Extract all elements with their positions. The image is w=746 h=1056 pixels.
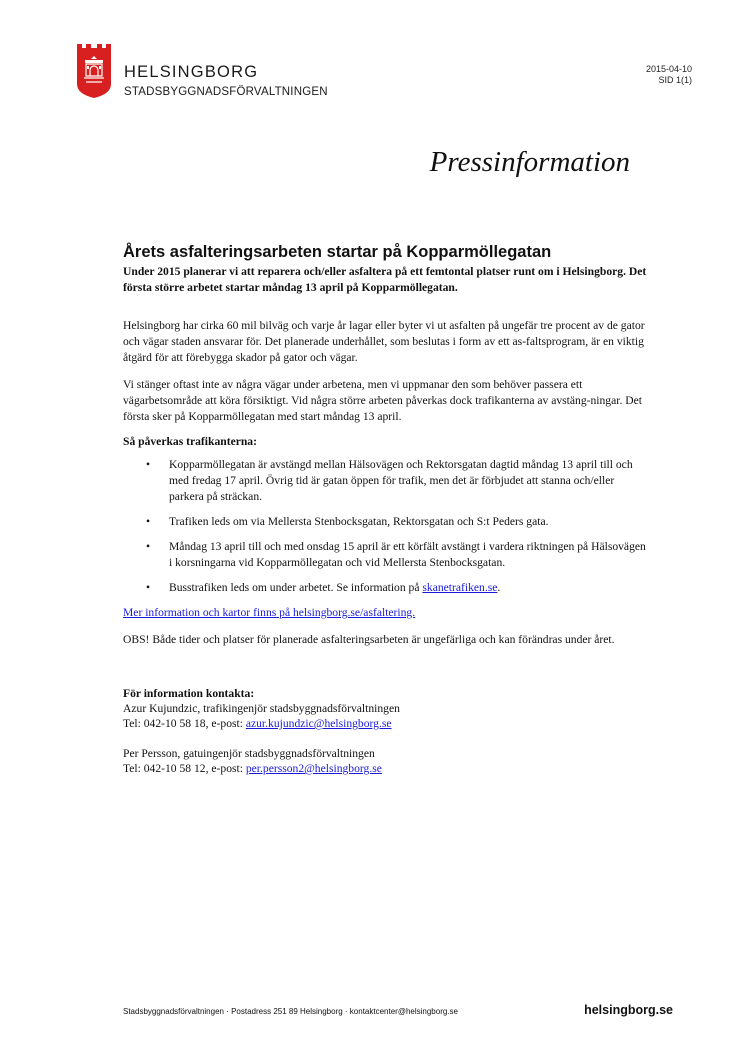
contact-person-1-tel (123, 716, 647, 731)
contact-person-1-tel-text: Tel: 042-10 58 18, e-post: (123, 717, 246, 730)
document-meta (646, 64, 692, 86)
document-date: 2015-04-10 (645, 64, 692, 74)
contact-person-2: Per Persson, gatuingenjör stadsbyggnadsförvaltningen (123, 747, 375, 760)
bullet-item-4 (123, 580, 647, 596)
more-info-link[interactable]: Mer information och kartor finns på helsingborg.se/asfaltering. (123, 606, 416, 619)
footer-address: Stadsbyggnadsförvaltningen · Postadress 251 89 Helsingborg · kontaktcenter@helsingborg.se (123, 1007, 458, 1016)
document-type: Pressinformation (429, 146, 630, 178)
skanetrafiken-link[interactable]: skanetrafiken.se (422, 581, 498, 594)
contact-person-1-email-link[interactable]: azur.kujundzic@helsingborg.se (245, 717, 392, 730)
article-headline: Årets asfalteringsarbeten startar på Kopparmöllegatan (123, 243, 552, 261)
org-department: STADSBYGGNADSFÖRVALTNINGEN (124, 86, 328, 98)
helsingborg-crest-icon (77, 44, 111, 98)
org-name: HELSINGBORG (124, 63, 259, 81)
contact-person-2-tel-text: Tel: 042-10 58 12, e-post: (123, 762, 246, 775)
traffic-bullet-list (123, 457, 647, 596)
bullet-item-1: • Kopparmöllegatan är avstängd mellan Hälsovägen och Rektorsgatan dagtid måndag 13 april till och med fredag 17 april. Övrig tid är gatan öppen för trafik, men det är förbjudet att stanna och/eller parkera på sträckan. (123, 457, 647, 505)
article-lead: Under 2015 planerar vi att reparera och/eller asfaltera på ett femtontal platser runt om i Helsingborg. Det första större arbetet startar måndag 13 april på Kopparmöllegatan. (123, 265, 647, 294)
article-body (123, 242, 647, 776)
note-paragraph: OBS! Både tider och platser för planerade asfalteringsarbeten är ungefärliga och kan förändras under året. (123, 633, 615, 646)
more-info-paragraph (123, 605, 647, 621)
paragraph-1: Helsingborg har cirka 60 mil bilväg och varje år lagar eller byter vi ut asfalten på ungefär tre procent av de gator och vägar staden ansvarar för. Det planerade underhållet, som beslutas i form av ett as-faltsprogram, är en viktig åtgärd för att förebygga skador på gator och vägar. (123, 319, 645, 364)
page-number: SID 1(1) (658, 75, 692, 85)
bullet-item-4-text: Busstrafiken leds om under arbetet. Se information på (169, 581, 423, 594)
contact-person-1: Azur Kujundzic, trafikingenjör stadsbyggnadsförvaltningen (123, 702, 400, 715)
contact-person-2-tel (123, 761, 647, 776)
contact-person-2-email-link[interactable]: per.persson2@helsingborg.se (245, 762, 382, 775)
contact-heading: För information kontakta: (123, 687, 255, 700)
bullet-item-2: • Trafiken leds om via Mellersta Stenbocksgatan, Rektorsgatan och S:t Peders gata. (123, 514, 647, 530)
traffic-subheading: Så påverkas trafikanterna: (123, 435, 257, 448)
bullet-item-3: • Måndag 13 april till och med onsdag 15 april är ett körfält avstängt i vardera riktningen på Hälsovägen i korsningarna vid Kopparmöllegatan och vid Mellersta Stenbocksgatan. (123, 539, 647, 571)
paragraph-2: Vi stänger oftast inte av några vägar under arbetena, men vi uppmanar den som behöver passera ett vägarbetsområde att köra försiktigt. Vid några större arbeten påverkas dock trafikanterna av avstäng-ningar. Det första sker på Kopparmöllegatan med start måndag 13 april. (123, 378, 642, 423)
footer-site: helsingborg.se (584, 1003, 673, 1017)
bullet-item-4-end: . (497, 581, 501, 594)
